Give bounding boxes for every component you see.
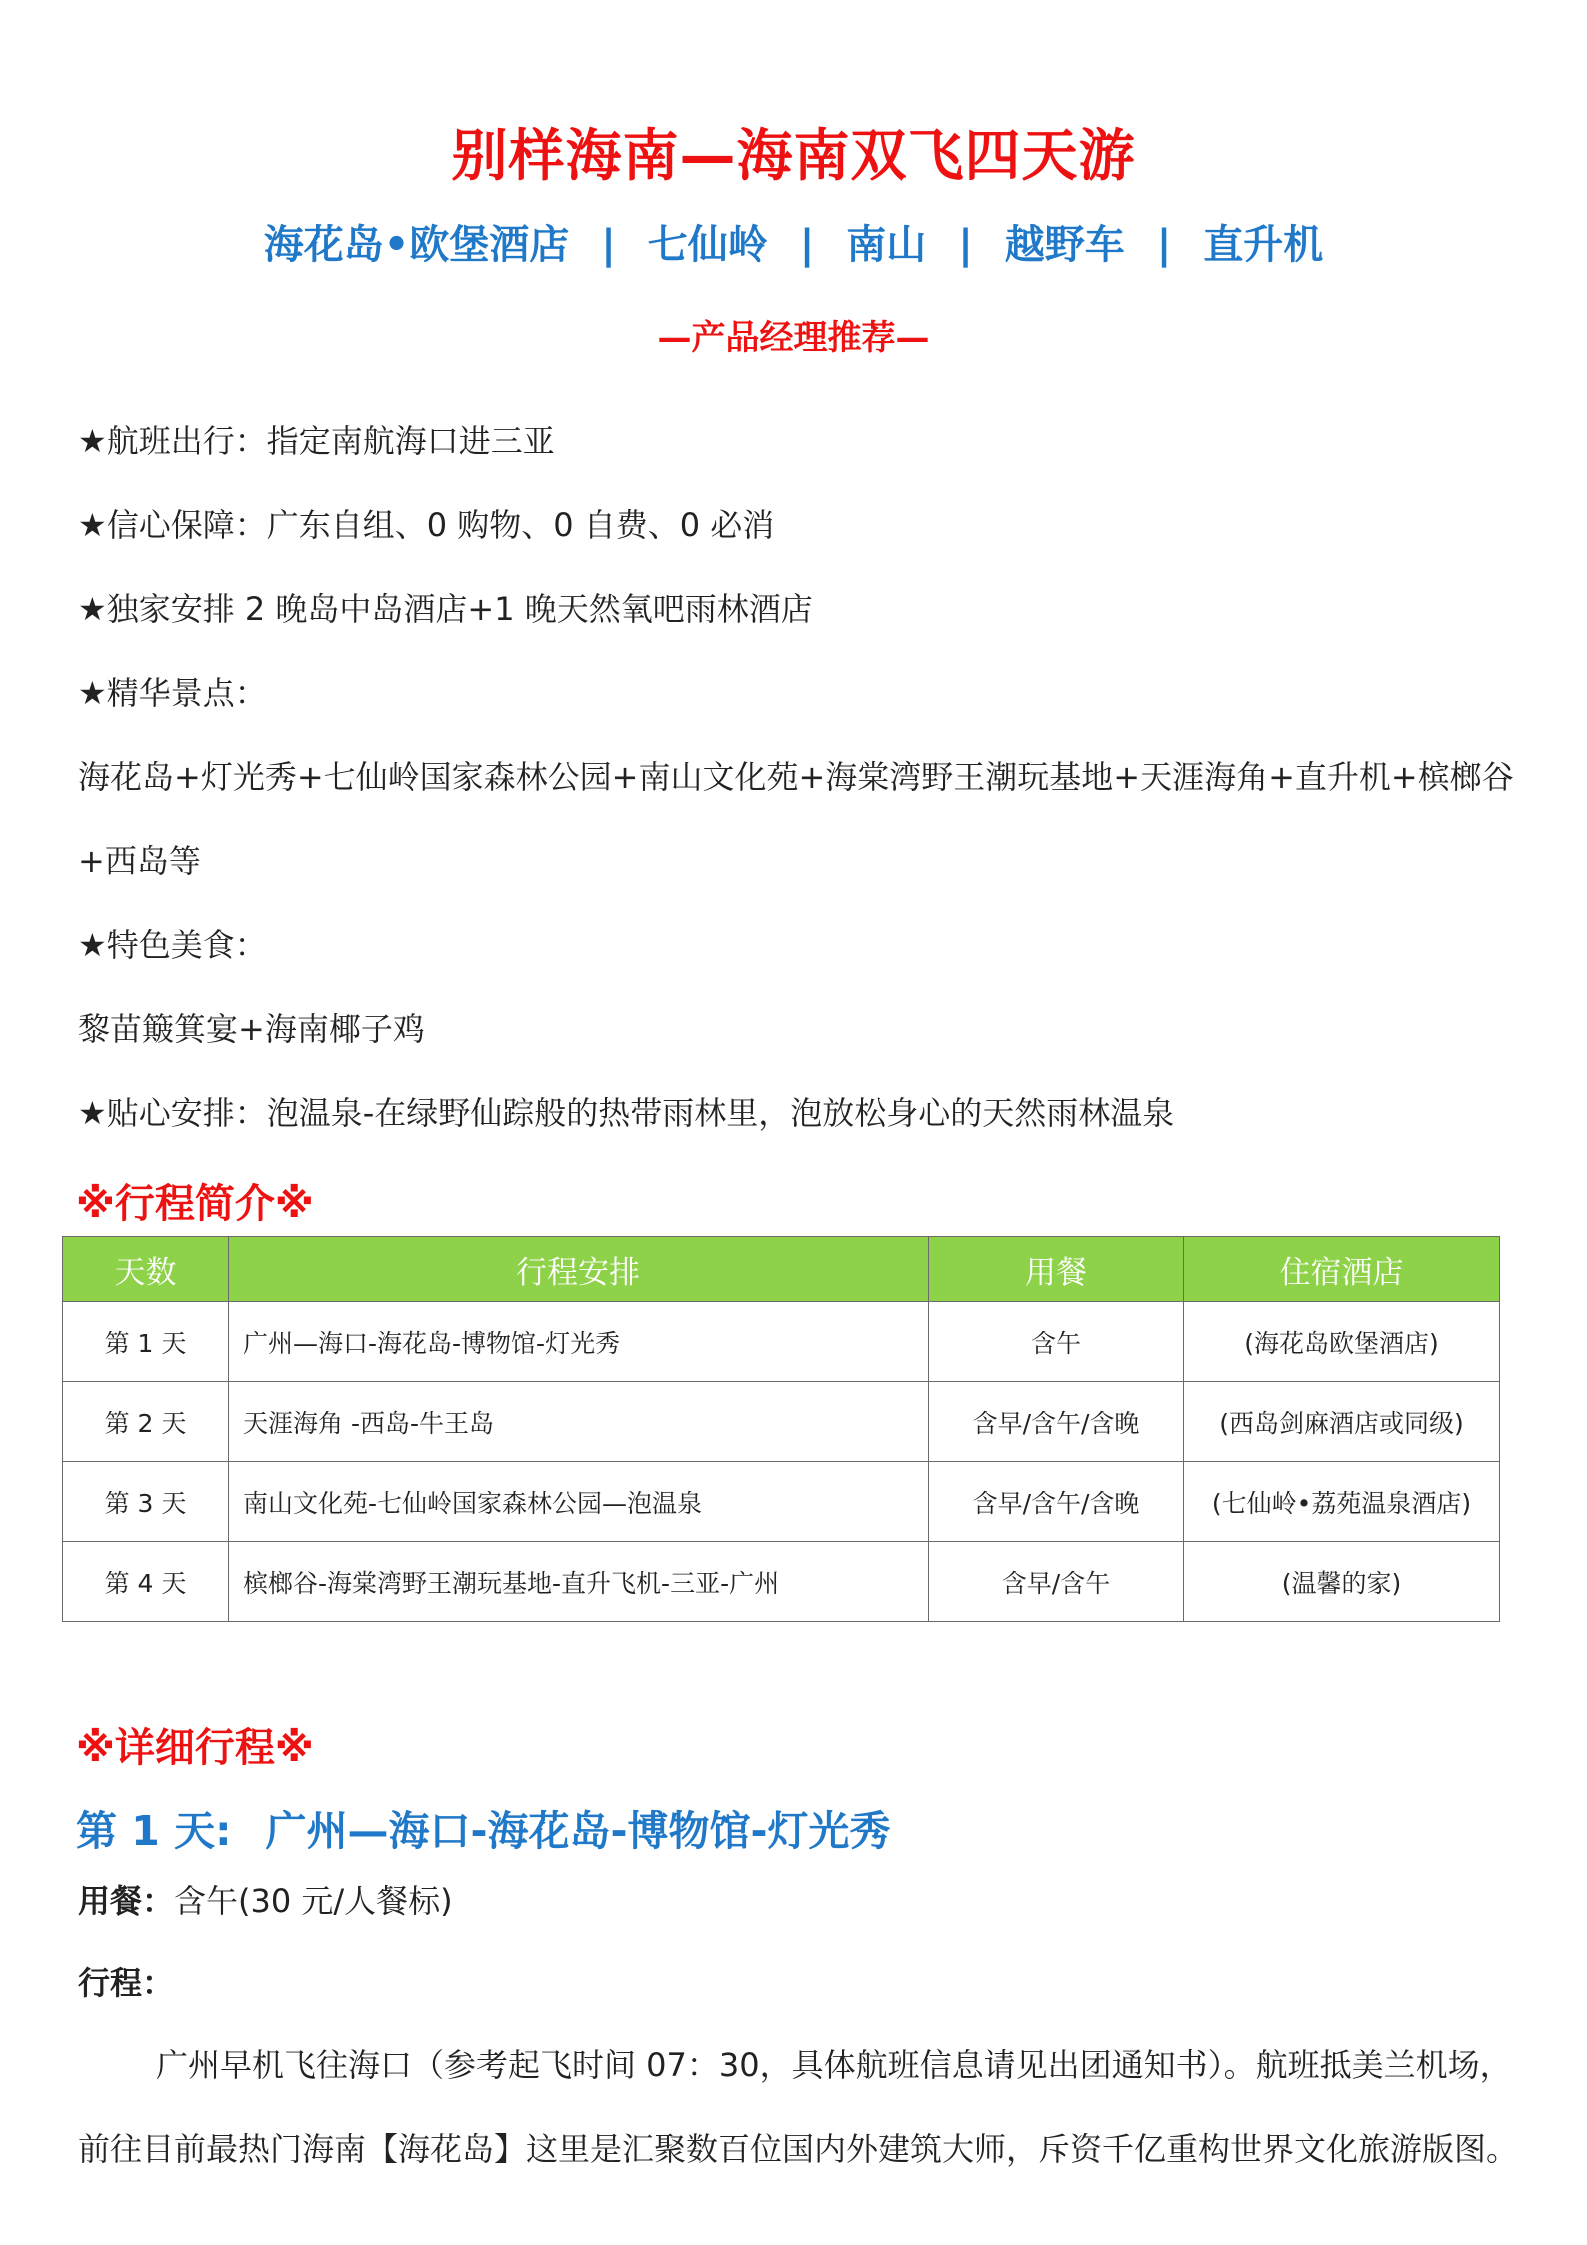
page-title: 别样海南—海南双飞四天游 [451, 124, 1136, 189]
highlight-line: ★特色美食： [78, 926, 267, 964]
table-header-cell: 用餐 [929, 1237, 1184, 1302]
paragraph-line: 广州早机飞往海口（参考起飞时间 07：30，具体航班信息请见出团通知书）。航班抵美兰机场， [156, 2046, 1512, 2084]
meal-cell: 含早/含午/含晚 [929, 1382, 1184, 1462]
table-row [63, 1542, 1500, 1622]
table-header-cell: 行程安排 [229, 1237, 929, 1302]
highlight-line: 海花岛+灯光秀+七仙岭国家森林公园+南山文化苑+海棠湾野王潮玩基地+天涯海角+直升机+槟榔谷 [78, 758, 1514, 796]
subtitle-item: 越野车 [1004, 222, 1125, 268]
highlight-line: +西岛等 [78, 842, 201, 880]
day-label: 第 1 天: [76, 1807, 232, 1855]
subtitle-separator: | [958, 222, 973, 268]
meal-cell: 含早/含午/含晚 [929, 1462, 1184, 1542]
route-cell: 槟榔谷-海棠湾野王潮玩基地-直升飞机-三亚-广州 [229, 1542, 929, 1622]
day-cell: 第 2 天 [63, 1382, 229, 1462]
table-header-cell: 天数 [63, 1237, 229, 1302]
highlight-line: ★贴心安排：泡温泉-在绿野仙踪般的热带雨林里，泡放松身心的天然雨林温泉 [78, 1094, 1175, 1132]
day-cell: 第 1 天 [63, 1302, 229, 1382]
route-label: 行程： [78, 1964, 175, 2002]
hotel-cell: (七仙岭•荔苑温泉酒店) [1184, 1462, 1500, 1542]
table-header-row [63, 1237, 1500, 1302]
highlight-line: 黎苗簸箕宴+海南椰子鸡 [78, 1010, 425, 1048]
route-cell: 南山文化苑-七仙岭国家森林公园—泡温泉 [229, 1462, 929, 1542]
meal-cell: 含早/含午 [929, 1542, 1184, 1622]
highlight-line: ★精华景点： [78, 674, 267, 712]
subtitle-item: 南山 [846, 222, 927, 268]
subtitle-separator: | [799, 222, 815, 268]
subtitle-item: 七仙岭 [647, 222, 768, 268]
route-cell: 天涯海角 -西岛-牛王岛 [229, 1382, 929, 1462]
route-cell: 广州—海口-海花岛-博物馆-灯光秀 [229, 1302, 929, 1382]
table-row [63, 1462, 1500, 1542]
table-header-cell: 住宿酒店 [1184, 1237, 1500, 1302]
table-row [63, 1382, 1500, 1462]
hotel-cell: (西岛剑麻酒店或同级) [1184, 1382, 1500, 1462]
day-heading [76, 1798, 891, 1857]
subtitle-bar [0, 213, 1587, 270]
meal-cell: 含午 [929, 1302, 1184, 1382]
meal-value: 含午(30 元/人餐标) [174, 1882, 453, 1920]
day-cell: 第 4 天 [63, 1542, 229, 1622]
detail-heading: ※详细行程※ [76, 1725, 314, 1771]
itinerary-table [62, 1236, 1500, 1622]
hotel-cell: (海花岛欧堡酒店) [1184, 1302, 1500, 1382]
recommend-tagline: —产品经理推荐— [657, 318, 930, 358]
subtitle-separator: | [601, 222, 616, 268]
subtitle-item: 直升机 [1203, 222, 1324, 268]
subtitle-item: 海花岛•欧堡酒店 [263, 222, 570, 268]
highlight-line: ★航班出行：指定南航海口进三亚 [78, 422, 555, 460]
highlight-line: ★独家安排 2 晚岛中岛酒店+1 晚天然氧吧雨林酒店 [78, 590, 813, 628]
table-row [63, 1302, 1500, 1382]
day-title: 广州—海口-海花岛-博物馆-灯光秀 [265, 1807, 891, 1855]
meal-label: 用餐： [78, 1882, 175, 1920]
day-cell: 第 3 天 [63, 1462, 229, 1542]
meal-info [78, 1876, 453, 1922]
hotel-cell: (温馨的家) [1184, 1542, 1500, 1622]
paragraph-line: 前往目前最热门海南【海花岛】这里是汇聚数百位国内外建筑大师，斥资千亿重构世界文化旅游版图。 [78, 2130, 1519, 2168]
subtitle-separator: | [1156, 222, 1172, 268]
highlight-line: ★信心保障：广东自组、0 购物、0 自费、0 必消 [78, 506, 775, 544]
summary-heading: ※行程简介※ [76, 1181, 314, 1227]
